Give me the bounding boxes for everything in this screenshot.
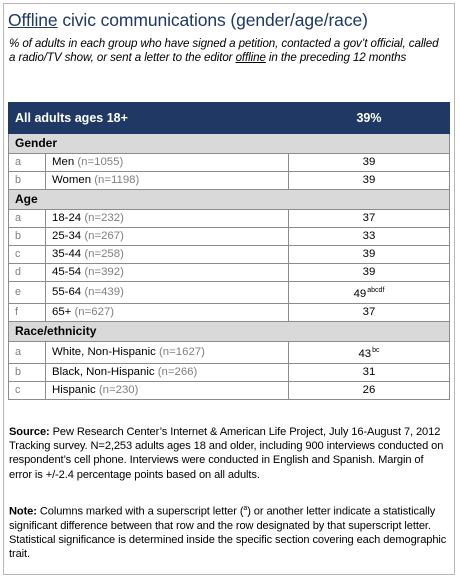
row-value-cell <box>289 228 450 246</box>
row-letter: b <box>9 228 46 246</box>
section-header-row <box>9 322 450 342</box>
row-letter: b <box>9 172 46 190</box>
section-header: Race/ethnicity <box>9 322 450 342</box>
row-letter: c <box>9 382 46 400</box>
note-text-before: Columns marked with a superscript letter ( <box>36 505 244 518</box>
row-value-cell <box>289 304 450 322</box>
section-header-row <box>9 134 450 154</box>
row-value: 43 <box>358 348 372 360</box>
row-label: 25-34 <box>52 230 82 242</box>
row-significance-marker: bc <box>372 347 380 354</box>
subtitle-underlined-word: offline <box>235 51 266 65</box>
source-text: Pew Research Center’s Internet & American Life Project, July 16-August 7, 2012 Tracking survey. N=2,253 adults ages 18 and older, including 900 interviews conducted on respondent’s cell phone. Interviews were conducted in English and Spanish. Margin of error is +/-2.4 percentage points based on all adults. <box>9 426 444 481</box>
table-row <box>9 154 450 172</box>
section-header: Age <box>9 190 450 210</box>
row-label: Black, Non-Hispanic <box>52 366 155 378</box>
row-significance-marker: abcdf <box>367 287 385 294</box>
row-value: 39 <box>362 266 376 278</box>
significance-note <box>9 502 449 562</box>
note-text-after: ) or another letter indicate a statistically significant difference between that row and the row designated by that superscript letter. Statistical significance is determined inside the specific section covering each demographic trait. <box>9 505 447 561</box>
row-label: White, Non-Hispanic <box>52 346 156 358</box>
title-rest: civic communications (gender/age/race) <box>57 10 368 30</box>
row-sample-size: (n=230) <box>98 384 139 396</box>
row-value: 39 <box>362 174 376 186</box>
row-letter: a <box>9 342 46 364</box>
row-label-cell <box>46 342 289 364</box>
data-table <box>8 102 450 400</box>
subtitle-part2: in the preceding 12 months <box>265 51 407 65</box>
row-sample-size: (n=439) <box>84 286 124 298</box>
source-label: Source: <box>9 426 50 438</box>
section-header-row <box>9 190 450 210</box>
note-label: Note: <box>9 505 37 518</box>
table-row <box>9 382 450 400</box>
row-sample-size: (n=1627) <box>159 346 205 358</box>
row-letter: b <box>9 364 46 382</box>
table-row <box>9 246 450 264</box>
chart-title <box>8 10 368 31</box>
row-label-cell <box>46 382 289 400</box>
row-value: 37 <box>362 212 376 224</box>
overall-row <box>9 103 450 134</box>
row-value-cell <box>289 364 450 382</box>
row-letter: c <box>9 246 46 264</box>
row-label-cell <box>46 154 289 172</box>
row-value: 39 <box>362 156 376 168</box>
row-letter: a <box>9 210 46 228</box>
row-label-cell <box>46 264 289 282</box>
row-value-cell <box>289 154 450 172</box>
chart-subtitle <box>9 37 447 65</box>
row-sample-size: (n=1198) <box>94 174 140 186</box>
row-value-cell <box>289 342 450 364</box>
row-sample-size: (n=266) <box>157 366 198 378</box>
table-row <box>9 210 450 228</box>
table-row <box>9 172 450 190</box>
note-superscript: a <box>243 505 248 512</box>
table-row <box>9 364 450 382</box>
row-label-cell <box>46 246 289 264</box>
row-sample-size: (n=627) <box>74 306 115 318</box>
table-row <box>9 264 450 282</box>
row-label: 55-64 <box>52 286 82 298</box>
row-label: Hispanic <box>52 384 96 396</box>
row-sample-size: (n=258) <box>84 248 124 260</box>
row-label-cell <box>46 172 289 190</box>
section-header: Gender <box>9 134 450 154</box>
overall-label: All adults ages 18+ <box>9 103 289 134</box>
row-value: 39 <box>362 248 376 260</box>
row-value-cell <box>289 382 450 400</box>
data-table-body <box>9 103 450 400</box>
row-sample-size: (n=392) <box>84 266 124 278</box>
row-value: 37 <box>362 306 376 318</box>
table-row <box>9 304 450 322</box>
source-note <box>9 425 449 482</box>
title-underlined-word: Offline <box>8 10 58 30</box>
row-value: 31 <box>362 366 376 378</box>
row-sample-size: (n=267) <box>84 230 124 242</box>
row-value: 26 <box>362 384 376 396</box>
row-letter: a <box>9 154 46 172</box>
row-sample-size: (n=232) <box>84 212 124 224</box>
row-value-cell <box>289 246 450 264</box>
row-value-cell <box>289 210 450 228</box>
row-value: 49 <box>353 288 367 300</box>
row-label: 65+ <box>52 306 72 318</box>
overall-value: 39% <box>289 103 450 134</box>
row-label-cell <box>46 210 289 228</box>
row-value: 33 <box>362 230 376 242</box>
row-label: 35-44 <box>52 248 82 260</box>
row-value-cell <box>289 264 450 282</box>
row-value-cell <box>289 282 450 304</box>
row-value-cell <box>289 172 450 190</box>
row-letter: e <box>9 282 46 304</box>
row-label: 45-54 <box>52 266 82 278</box>
row-label-cell <box>46 304 289 322</box>
subtitle-part1: % of adults in each group who have signed a petition, contacted a gov’t official, called a radio/TV show, or sent a letter to the editor <box>9 37 439 65</box>
row-label-cell <box>46 228 289 246</box>
row-label-cell <box>46 364 289 382</box>
row-letter: d <box>9 264 46 282</box>
row-label: 18-24 <box>52 212 82 224</box>
row-label: Men <box>52 156 75 168</box>
table-row <box>9 282 450 304</box>
table-row <box>9 342 450 364</box>
table-row <box>9 228 450 246</box>
row-label-cell <box>46 282 289 304</box>
row-sample-size: (n=1055) <box>77 156 124 168</box>
row-label: Women <box>52 174 92 186</box>
row-letter: f <box>9 304 46 322</box>
